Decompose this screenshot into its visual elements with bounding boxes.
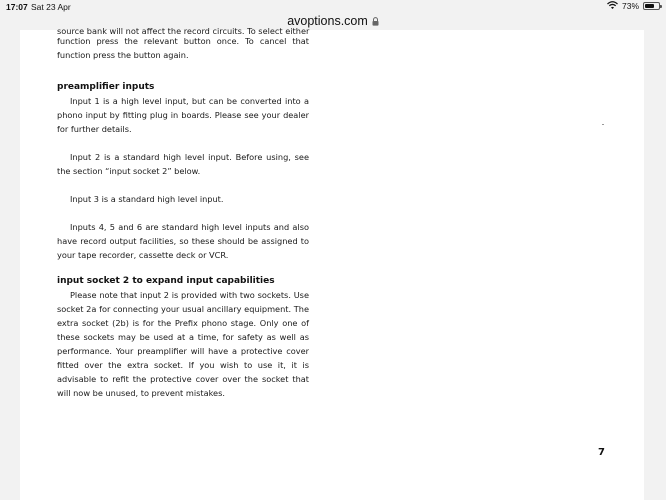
status-date: Sat 23 Apr — [31, 2, 71, 12]
paragraph-inputs-4-5-6: Inputs 4, 5 and 6 are standard high level inputs and also have record output facilities, so these should be assigned to your tape recorder, cassette deck or VCR. — [57, 222, 309, 260]
battery-tip — [660, 5, 662, 8]
paragraph-input-3: Input 3 is a standard high level input. — [70, 194, 224, 204]
status-time: 17:07 — [6, 2, 28, 12]
document-page — [20, 26, 644, 500]
status-indicators — [607, 1, 660, 11]
battery-icon — [643, 2, 660, 10]
wifi-icon — [607, 1, 618, 11]
url-text[interactable]: avoptions.com — [287, 14, 368, 28]
scan-speck — [602, 124, 604, 125]
battery-percentage: 73% — [621, 1, 639, 11]
page-number: 7 — [598, 447, 605, 458]
battery-level-fill — [645, 4, 654, 8]
paragraph-input-1: Input 1 is a high level input, but can be converted into a phono input by fitting plug in boards. Please see your dealer for further details. — [57, 96, 309, 134]
paragraph-input-socket-2: Please note that input 2 is provided with two sockets. Use socket 2a for connecting your usual ancillary equipment. The extra socket (2b) is for the Prefix phono stage. Only one of these sockets may be used at a time, for safety as well as performance. Your preamplifier will have a protective cover fitted over the extra socket. If you wish to use it, it is advisable to refit the protective cover over the socket that will now be unused, to prevent mistakes. — [57, 290, 309, 398]
section-heading-preamplifier-inputs: preamplifier inputs — [57, 82, 155, 92]
paragraph-input-2: Input 2 is a standard high level input. Before using, see the section “input socket 2” below. — [57, 152, 309, 176]
section-heading-input-socket-2: input socket 2 to expand input capabilities — [57, 276, 275, 286]
document-text — [57, 26, 310, 400]
lock-icon — [372, 17, 379, 26]
intro-paragraph: function press the relevant button once. To cancel that function press the button again. — [57, 36, 309, 60]
clipped-text-line: source bank will not affect the record circuits. To select either — [57, 26, 310, 36]
